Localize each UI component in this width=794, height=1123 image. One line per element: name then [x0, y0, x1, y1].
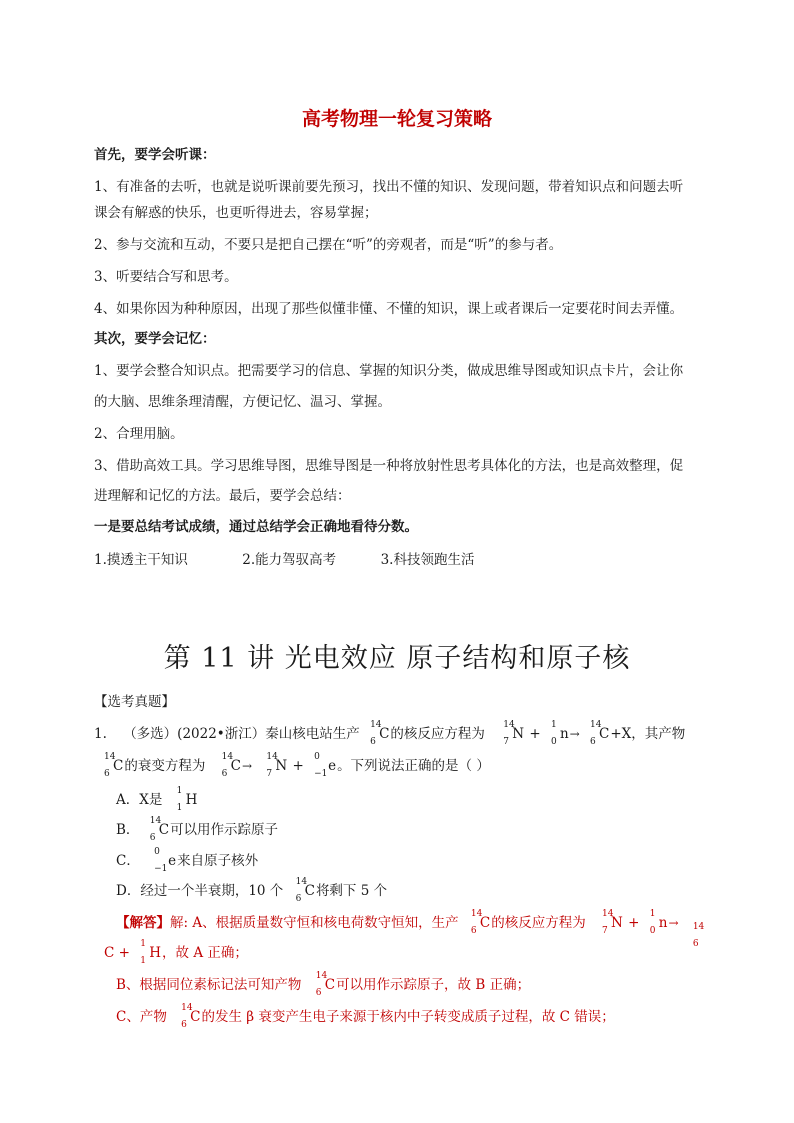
question-line-2 — [104, 752, 490, 779]
lecture-title: 第 11 讲 光电效应 原子结构和原子核 — [163, 643, 631, 674]
memory-heading: 其次，要学会记忆： — [94, 331, 216, 347]
question-stem: （多选）(2022•浙江）秦山核电站生产 — [123, 726, 360, 742]
nuclide-c14: 14 6 C — [295, 877, 315, 904]
question-stem: ，其产物 — [631, 726, 686, 742]
option-d: D．经过一个半衰期，10 个 14 6 C将剩下 5 个 — [116, 877, 388, 904]
option-c: C． 0 −1 e来自原子核外 — [116, 847, 259, 874]
nuclide-c14: 14 6 C — [590, 720, 610, 747]
option-a: A．X是 1 1 H — [116, 786, 198, 813]
nuclide-c14: 14 6 C — [370, 720, 390, 747]
strategy-item: 1.摸透主干知识 — [94, 552, 188, 568]
nuclide-c14: 14 6 C — [315, 971, 336, 998]
product-x: +X — [610, 726, 632, 742]
section-label: 【选考真题】 — [94, 694, 175, 710]
nuclide-h1: 1 1 H — [176, 786, 198, 813]
nuclide-c14: 14 6 C — [149, 816, 170, 843]
nuclide-c14: 14 6 C — [104, 752, 124, 779]
strategy-item: 3.科技领跑生活 — [380, 552, 475, 568]
nuclide-c14: 14 6 C — [181, 1003, 201, 1030]
option-b: B． 14 6 C可以用作示踪原子 — [116, 816, 279, 843]
question-stem: 的衰变方程为 — [124, 758, 206, 774]
memory-point-2: 2、合理用脑。 — [94, 426, 184, 442]
answer-line-2: C + 1 1 H，故 A 正确； — [104, 939, 248, 966]
nuclide-n1: 1 0 n — [649, 909, 668, 936]
nuclide-electron: 0 −1 e — [314, 752, 337, 779]
nuclide-electron: 0 −1 e — [154, 847, 177, 874]
answer-line-1: 【解答】解: A、根据质量数守恒和核电荷数守恒知，生产 14 6 C的核反应方程为 14 7 N + 1 0 n→ 14 6 — [116, 909, 705, 949]
nuclide-n14: 14 7 N — [503, 720, 525, 747]
nuclide-n14: 14 7 N — [266, 752, 288, 779]
question-line-1 — [94, 720, 686, 747]
question-number: 1. — [94, 726, 107, 742]
nuclide-c14: 14 6 C — [470, 909, 491, 936]
arrow-icon: → — [241, 759, 253, 773]
answer-line-3: B、根据同位素标记法可知产物 14 6 C可以用作示踪原子，故 B 正确； — [116, 971, 531, 998]
listen-point-1a: 1、有准备的去听，也就是说听课前要先预习，找出不懂的知识、发现问题，带着知识点和问题去听 — [94, 179, 684, 195]
question-stem: 。下列说法正确的是（ ） — [337, 758, 490, 774]
nuclide-h1: 1 1 H — [140, 939, 162, 966]
listen-point-1b: 课会有解惑的快乐，也更听得进去，容易掌握； — [94, 205, 378, 221]
strategy-item: 2.能力驾驭高考 — [242, 552, 337, 568]
nuclide-n14: 14 7 N — [602, 909, 623, 936]
arrow-icon: → — [569, 727, 580, 741]
strategy-title: 高考物理一轮复习策略 — [301, 108, 492, 130]
summary-line: 一是要总结考试成绩，通过总结学会正确地看待分数。 — [94, 519, 418, 535]
listen-point-2: 2、参与交流和互动，不要只是把自己摆在“听”的旁观者，而是“听”的参与者。 — [94, 237, 563, 253]
nuclide-n1: 1 0 n — [550, 720, 569, 747]
nuclide-c14: 14 6 C — [221, 752, 241, 779]
memory-point-3b: 进理解和记忆的方法。最后，要学会总结： — [94, 488, 351, 504]
plus-sign: + — [292, 758, 304, 774]
memory-point-1a: 1、要学会整合知识点。把需要学习的信息、掌握的知识分类，做成思维导图或知识点卡片，会让你 — [94, 363, 684, 379]
listen-point-3: 3、听要结合写和思考。 — [94, 269, 238, 285]
memory-point-1b: 的大脑、思维条理清醒，方便记忆、温习、掌握。 — [94, 394, 391, 410]
listen-heading: 首先，要学会听课： — [94, 147, 216, 163]
strategy-items — [94, 548, 474, 568]
answer-line-4: C、产物 14 6 C的发生 β 衰变产生电子来源于核内中子转变成质子过程，故 C 错误； — [116, 1003, 615, 1030]
plus-sign: + — [529, 726, 541, 742]
question-stem: 的核反应方程为 — [390, 726, 485, 742]
memory-point-3a: 3、借助高效工具。学习思维导图，思维导图是一种将放射性思考具体化的方法，也是高效整理，促 — [94, 458, 684, 474]
listen-point-4: 4、如果你因为种种原因，出现了那些似懂非懂、不懂的知识，课上或者课后一定要花时间去弄懂。 — [94, 301, 684, 317]
